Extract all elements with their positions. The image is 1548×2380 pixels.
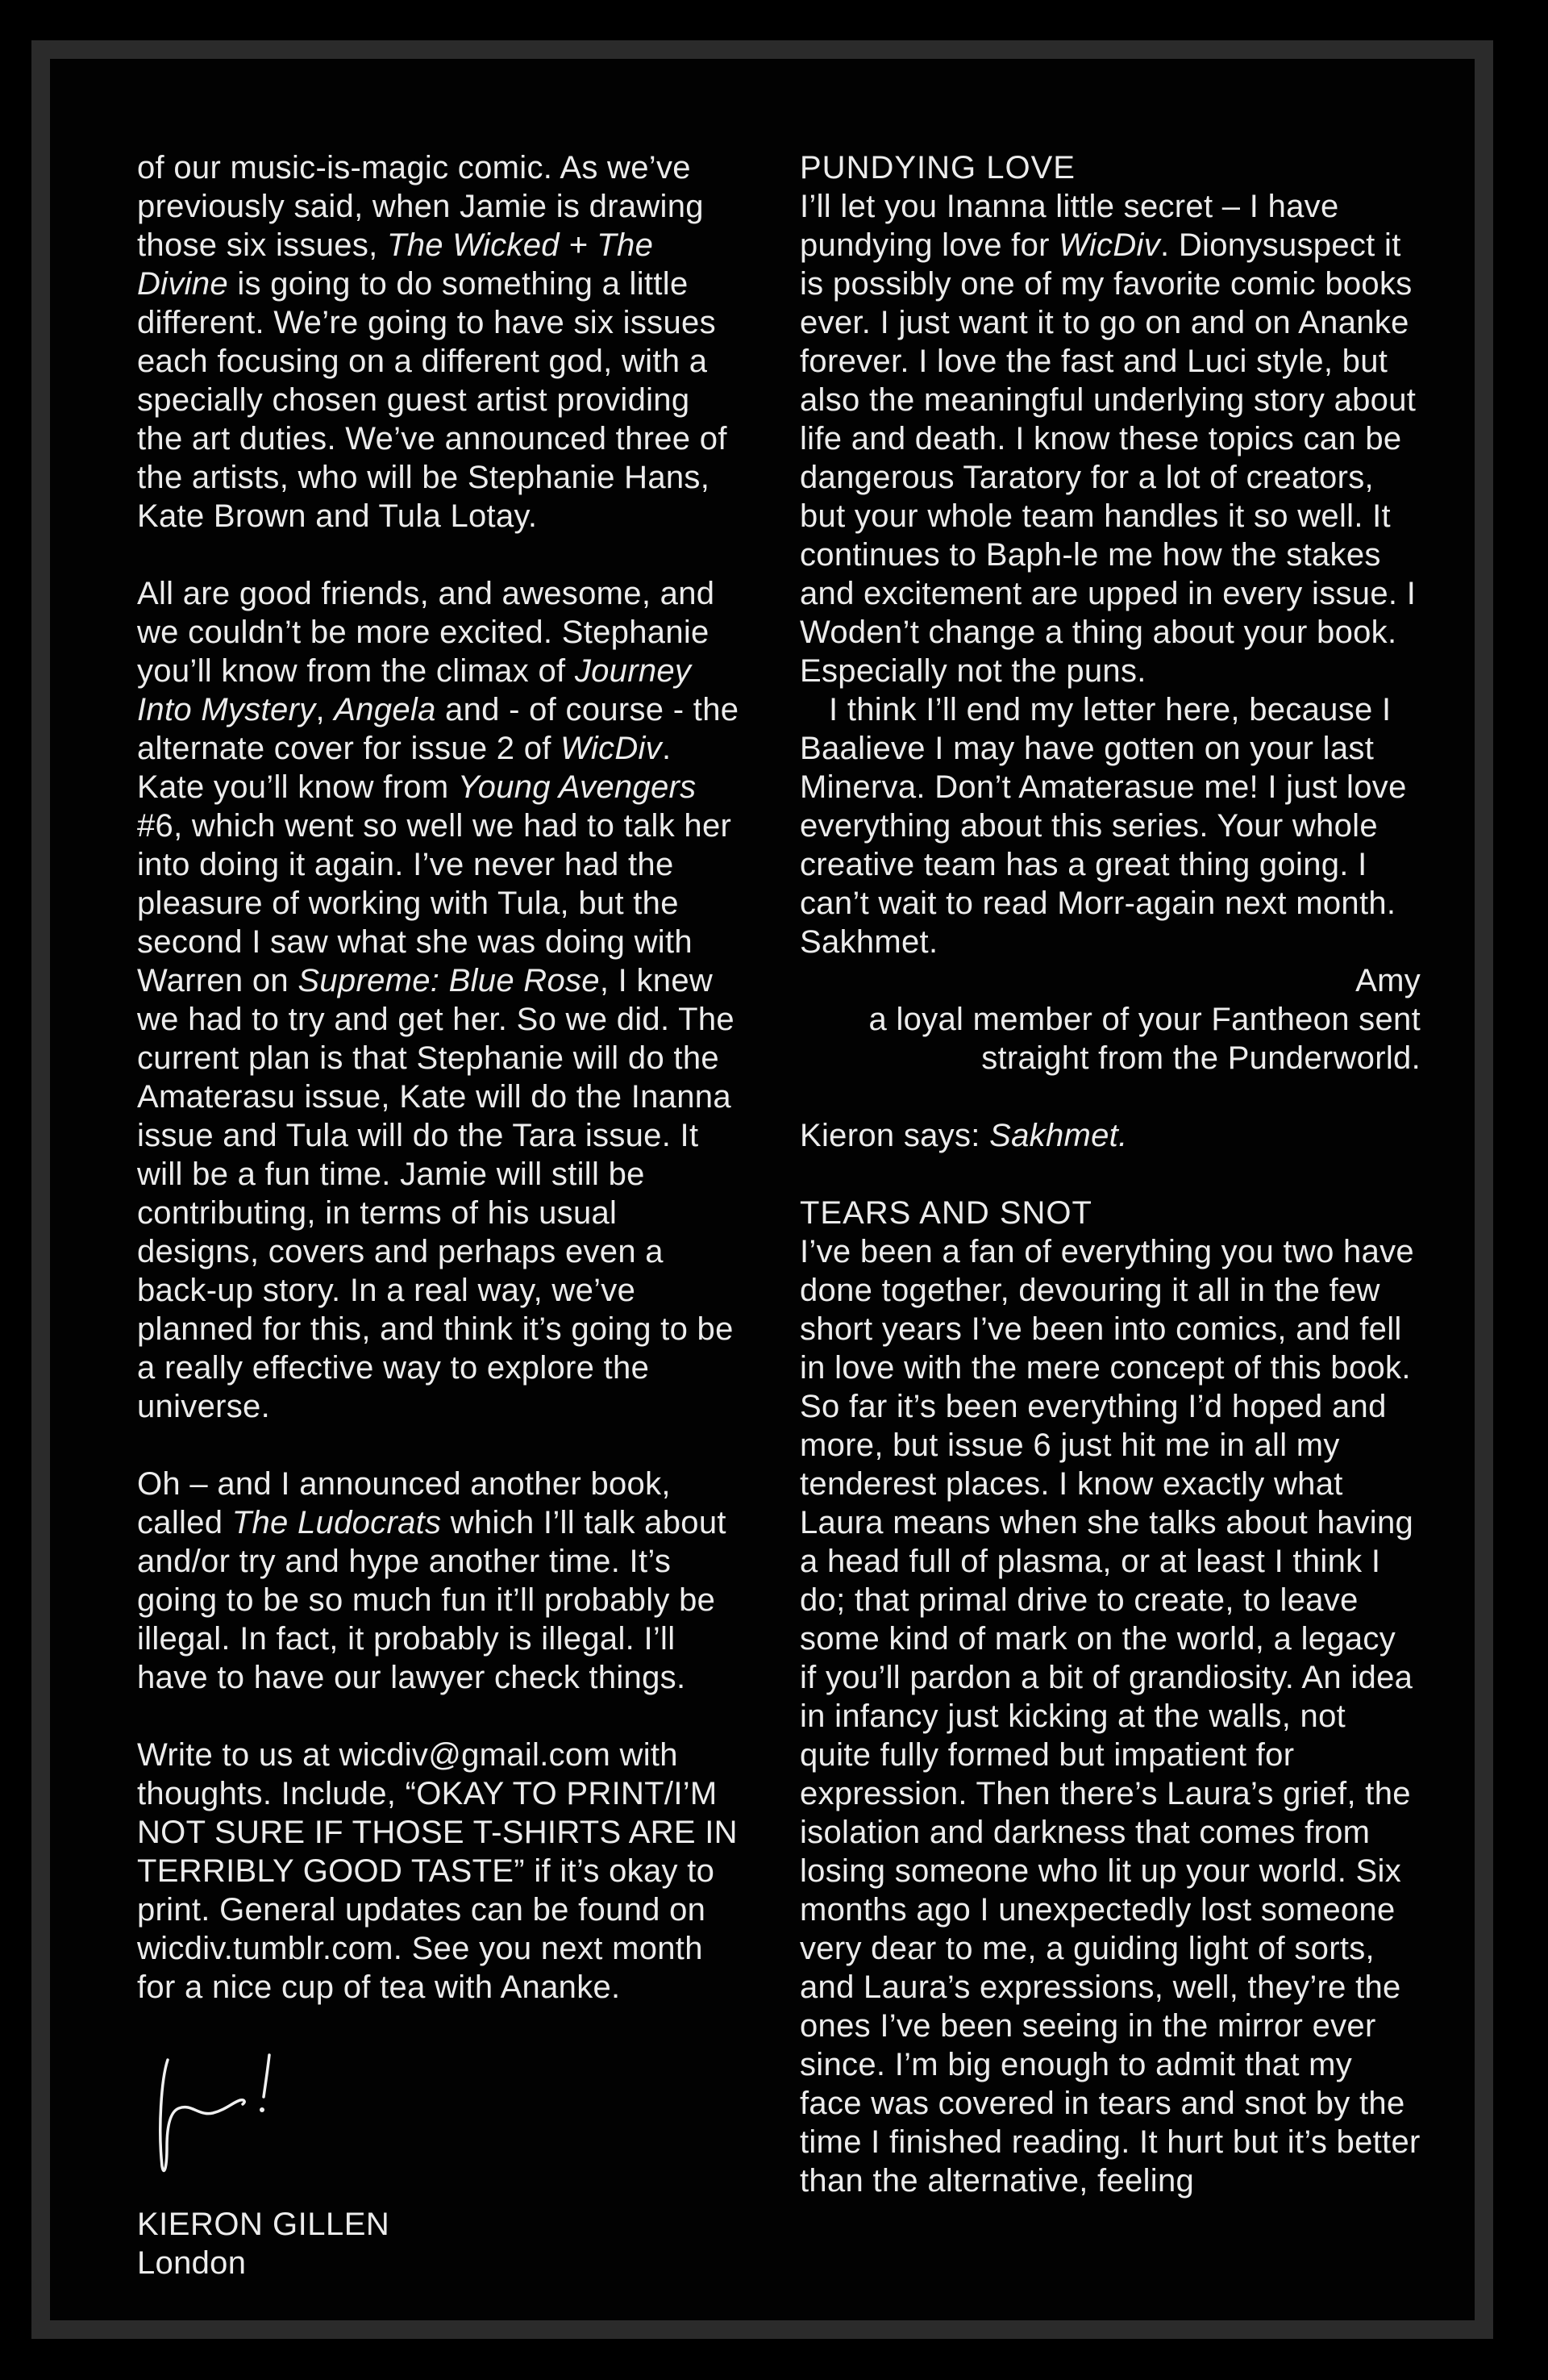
text-run: , I knew we had to try and get her. So we did. The current plan is that Stephanie will do the Amaterasu issue, Kate will do the Inanna issue and Tula will do the Tara issue. It will be a fun time. Jamie will still be contributing, in terms of his usual designs, covers and perhaps even a back-up story. In a real way, we’ve planned for this, and think it’s going to be a really effective way to explore the universe.: [137, 963, 734, 1424]
paragraph: [137, 1736, 743, 2007]
signoff-name: KIERON GILLEN: [137, 2207, 390, 2242]
letter-paragraphs: [800, 1232, 1421, 2200]
text-run: All are good friends, and awesome, and we couldn’t be more excited. Stephanie you’ll know from the climax of: [137, 576, 715, 689]
text-run: and - of course - the alternate cover for issue 2 of: [137, 692, 739, 766]
italic-text: Angela: [334, 692, 436, 727]
text-run: Write to us at wicdiv@gmail.com with thoughts. Include, “OKAY TO PRINT/I’M NOT SURE IF THOSE T-SHIRTS ARE IN TERRIBLY GOOD TASTE” if it’s okay to print. General updates can be found on wicdiv.tumblr.com. See you next month for a nice cup of tea with Ananke.: [137, 1737, 738, 2005]
letter-paragraphs: [800, 187, 1421, 961]
italic-text: Young Avengers: [457, 769, 697, 805]
italic-text: Supreme: Blue Rose: [298, 963, 600, 998]
paragraph: [800, 1232, 1421, 2200]
italic-text: The Wicked + The Divine: [137, 227, 654, 302]
signature-scribble: [152, 2052, 743, 2182]
signoff-place: London: [137, 2245, 247, 2281]
kieron-reply: [800, 1116, 1421, 1155]
reply-italic: Sakhmet.: [989, 1118, 1128, 1153]
reply-prefix: Kieron says:: [800, 1118, 990, 1153]
column-right: [800, 148, 1421, 2320]
letter-title: PUNDYING LOVE: [800, 150, 1076, 185]
text-run: #6, which went so well we had to talk her into doing it again. I’ve never had the pleasure of working with Tula, but the second I saw what she was doing with Warren on: [137, 808, 732, 998]
text-run: . Dionysuspect it is possibly one of my favorite comic books ever. I just want it to go on and on Ananke forever. I love the fast and Luci style, but also the meaningful underlying story about life and death. I know these topics can be dangerous Taratory for a lot of creators, but your whole team handles it so well. It continues to Baph-le me how the stakes and excitement are upped in every issue. I Woden’t change a thing about your book. Especially not the puns.: [800, 227, 1417, 689]
paragraph: [137, 574, 743, 1426]
signoff-line: Amy: [1355, 963, 1421, 998]
letter-signoff: [800, 961, 1421, 1077]
text-run: is going to do something a little different. We’re going to have six issues each focusing on a different god, with a specially chosen guest artist providing the art duties. We’ve announced three of the artists, who will be Stephanie Hans, Kate Brown and Tula Lotay.: [137, 266, 727, 534]
letter-tears-and-snot: [800, 1194, 1421, 2200]
italic-text: The Ludocrats: [231, 1505, 442, 1540]
paragraph: [800, 690, 1421, 961]
text-run: which I’ll talk about and/or try and hype another time. It’s going to be so much fun it’ll probably be illegal. In fact, it probably is illegal. I’ll have to have our lawyer check things.: [137, 1505, 726, 1695]
text-run: I’ve been a fan of everything you two have done together, devouring it all in the few short years I’ve been into comics, and fell in love with the mere concept of this book. So far it’s been everything I’d hoped and more, but issue 6 just hit me in all my tenderest places. I know exactly what Laura means when she talks about having a head full of plasma, or at least I think I do; that primal drive to create, to leave some kind of mark on the world, a legacy if you’ll pardon a bit of grandiosity. An idea in infancy just kicking at the walls, not quite fully formed but impatient for expression. Then there’s Laura’s grief, the isolation and darkness that comes from losing someone who lit up your world. Six months ago I unexpectedly lost someone very dear to me, a guiding light of sorts, and Laura’s expressions, well, they’re the ones I’ve been seeing in the mirror ever since. I’m big enough to admit that my face was covered in tears and snot by the time I finished reading. It hurt but it’s better than the alternative, feeling: [800, 1234, 1421, 2199]
letter-pundying-love: [800, 148, 1421, 1155]
paragraph: [137, 1465, 743, 1697]
letter-title: TEARS AND SNOT: [800, 1195, 1092, 1231]
text-run: of our music-is-magic comic. As we’ve previously said, when Jamie is drawing those six issues,: [137, 150, 704, 263]
italic-text: WicDiv: [1059, 227, 1161, 263]
text-run: I think I’ll end my letter here, because I Baalieve I may have gotten on your last Minerva. Don’t Amaterasue me! I just love everything about this series. Your whole creative team has a great thing going. I can’t wait to read Morr-again next month. Sakhmet.: [800, 692, 1407, 960]
italic-text: WicDiv: [560, 731, 662, 766]
italic-text: Journey Into Mystery: [137, 653, 692, 727]
signoff-line: straight from the Punderworld.: [981, 1040, 1421, 1076]
text-run: ,: [315, 692, 335, 727]
column-left: [137, 148, 743, 2320]
editor-letter-text: [137, 148, 743, 2007]
text-run: Oh – and I announced another book, called: [137, 1466, 671, 1540]
text-run: I’ll let you Inanna little secret – I have pundying love for: [800, 189, 1339, 263]
paragraph: [137, 148, 743, 536]
text-run: . Kate you’ll know from: [137, 731, 672, 805]
signoff-line: a loyal member of your Fantheon sent: [868, 1002, 1421, 1037]
paragraph: [800, 187, 1421, 690]
